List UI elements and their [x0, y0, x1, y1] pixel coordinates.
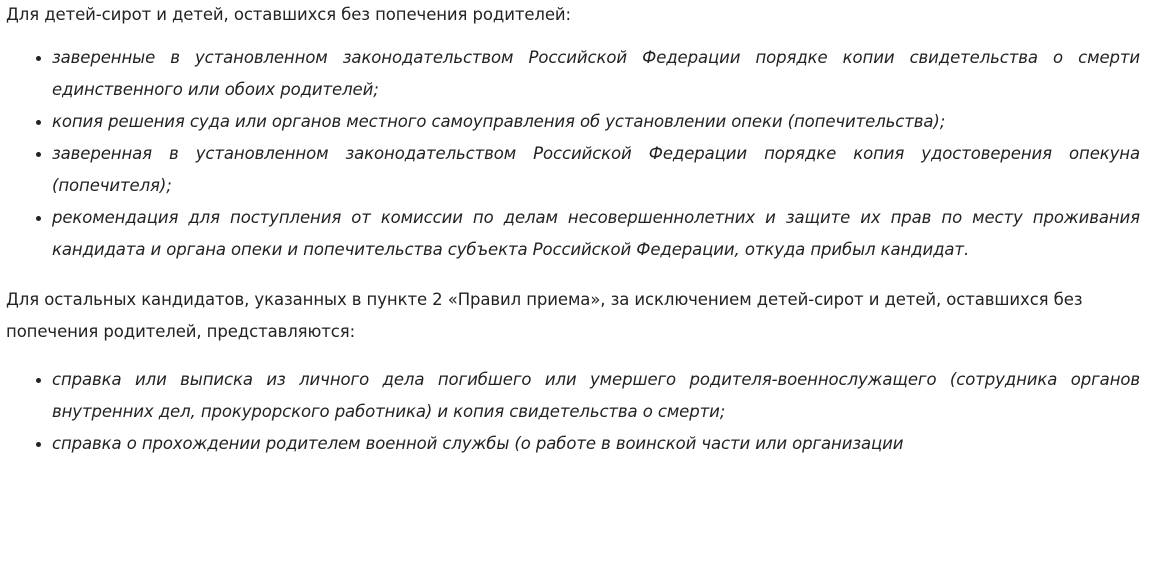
- others-document-list: [6, 364, 1140, 460]
- list-item-text: заверенные в установленном законодательством Российской Федерации порядке копии свидетельства о смерти единственного или обоих родителей;: [52, 48, 1140, 99]
- intro-others-paragraph: Для остальных кандидатов, указанных в пункте 2 «Правил приема», за исключением детей-сирот и детей, оставшихся без попечения родителей, представляются:: [6, 290, 1083, 341]
- list-item: [36, 42, 1140, 106]
- list-item-text: копия решения суда или органов местного самоуправления об установлении опеки (попечительства);: [52, 112, 946, 131]
- list-item-text: справка или выписка из личного дела погибшего или умершего родителя-военнослужащего (сотрудника органов внутренних дел, прокурорского работника) и копия свидетельства о смерти;: [52, 370, 1140, 421]
- bullet-icon: [36, 378, 41, 383]
- list-item: [36, 364, 1140, 428]
- bullet-icon: [36, 56, 41, 61]
- list-item: [36, 202, 1140, 266]
- intro-orphans-paragraph: Для детей-сирот и детей, оставшихся без попечения родителей:: [6, 5, 571, 24]
- list-item-text: справка о прохождении родителем военной службы (о работе в воинской части или организации: [52, 434, 904, 453]
- bullet-icon: [36, 442, 41, 447]
- list-item-text: рекомендация для поступления от комиссии по делам несовершеннолетних и защите их прав по месту проживания кандидата и органа опеки и попечительства субъекта Российской Федерации, откуда прибыл кандидат.: [52, 208, 1140, 259]
- orphans-document-list: [6, 42, 1140, 266]
- list-item: [36, 106, 1140, 138]
- bullet-icon: [36, 216, 41, 221]
- list-item: [36, 138, 1140, 202]
- list-item: [36, 428, 1140, 460]
- bullet-icon: [36, 120, 41, 125]
- bullet-icon: [36, 152, 41, 157]
- list-item-text: заверенная в установленном законодательством Российской Федерации порядке копия удостоверения опекуна (попечителя);: [52, 144, 1140, 195]
